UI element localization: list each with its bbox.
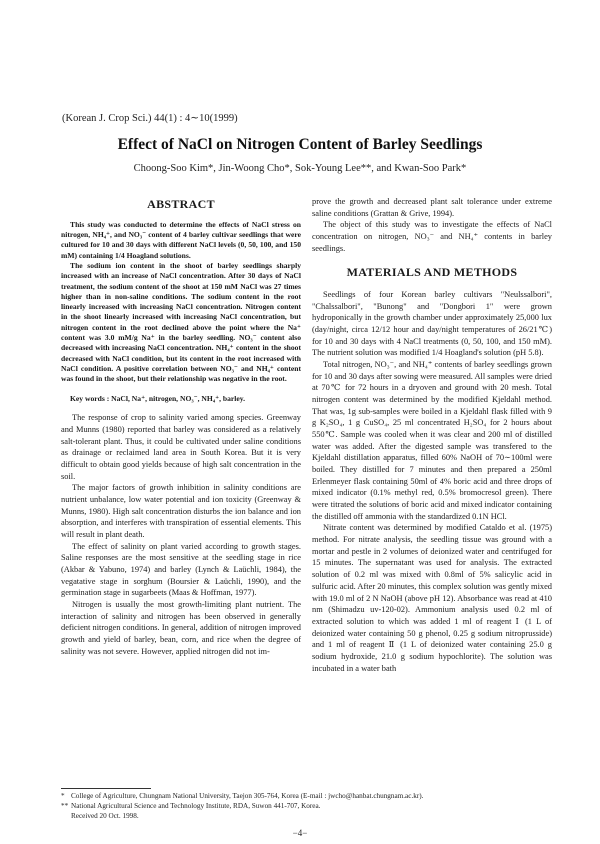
body-paragraph: Seedlings of four Korean barley cultivars "Neulssalbori", "Chalssalbori", "Bunong" and "Dongbori 1" were grown hydroponically in the growth chamber under approximately 25,000 lux (day/night, circa 12/12 hour and day/night temperatures of 26/21℃) for 10 and 30 days with 4 NaCl treatments (0, 50, 100, and 150 mM). The nutrient solution was modified 1/4 Hoagland's solution (pH 5.8).: [312, 290, 552, 358]
abstract-heading: ABSTRACT: [147, 197, 215, 211]
received-date: Received 20 Oct. 1998.: [71, 812, 139, 821]
body-paragraph: prove the growth and decreased plant salt tolerance under extreme saline conditions (Grattan & Grive, 1994).: [312, 197, 552, 218]
abstract-section: [61, 196, 301, 404]
footnote-affiliation-1: * College of Agriculture, Chungnam National University, Taejon 305-764, Korea (E-mail : jwcho@hanbat.chungnam.ac.kr).: [61, 792, 424, 800]
left-column: [61, 196, 301, 657]
body-paragraph: The major factors of growth inhibition in salinity conditions are nutrient unbalance, low water potential and ion toxicity (Greenway & Munns, 1980). High salt concentration disturbs the ion balance and ion absorption, and interferes with transpiration of essential elements. This will result in plant death.: [61, 483, 301, 539]
page-number: −4−: [292, 828, 308, 838]
body-paragraph: Nitrate content was determined by modified Cataldo et al. (1975) method. For nitrate analysis, the seedling tissue was ground with a mortar and pestle in 2 volumes of deionized water and centrifuged for 15 minutes. The supernatant was used for analysis. The extracted solution of 0.2 ml was mixed with 0.8ml of 5% salicylic acid in sulfuric acid. After 20 minutes, this complex solution was gently mixed with 19.0 ml of 2 N NaOH (above pH 12). Absorbance was read at 410 nm (Shimadzu uv-120-02). Ammonium analysis used 0.2 ml of extracted solution to which was added 1 ml of reagent Ⅰ (1 L of deionized water containing 50 g phenol, 0.25 g sodium nitroprusside) and 1 ml of reagent Ⅱ (1 L of deionized water containing 25.0 g sodium hydroxide, 21.0 g sodium hypochlorite). The solution was incubated in a water bath: [312, 523, 552, 673]
body-paragraph: The response of crop to salinity varied among species. Greenway and Munns (1980) reported that barley was considered as a relatively salt-tolerant plant. Thus, it could be cultivated under saline conditions as drainage or reclaimed land area in South Korea. But it is very difficult to obtain good yields because of high salt concentration in the soil.: [61, 413, 301, 481]
methods-heading: MATERIALS AND METHODS: [346, 265, 518, 280]
footnote-affiliation-2: ** National Agricultural Science and Technology Institute, RDA, Suwon 441-707, Korea.: [61, 802, 321, 811]
author-list: Choong-Soo Kim*, Jin-Woong Cho*, Sok-Young Lee**, and Kwan-Soo Park*: [133, 163, 467, 174]
footnote-divider: [61, 788, 151, 789]
journal-reference: (Korean J. Crop Sci.) 44(1) : 4∼10(1999): [62, 113, 238, 124]
introduction-text: [61, 412, 301, 657]
introduction-continued: [312, 196, 552, 254]
abstract-paragraph: The sodium ion content in the shoot of barley seedlings sharply increased with an increase of NaCl concentration. After 30 days of NaCl treatment, the sodium content of the shoot at 150 mM NaCl was 27 times higher than in non-saline conditions. The sodium content in the root linearly increased with increasing NaCl concentration. Nitrogen content in the shoot linearly increased with increasing NaCl concentration, but nitrogen content in the root declined above the point where the Na⁺ content was 3.0 mM/g Na⁺ in the barley seedling. NO₃⁻ content also decreased with increasing NaCl concentration. NH₄⁺ content in the shoot decreased with NaCl condition, but its content in the root increased with NaCl condition. A positive correlation between NO₃⁻ and NH₄⁺ content was found in the shoot, but their relationship was negative in the root.: [61, 260, 301, 384]
body-paragraph: The object of this study was to investigate the effects of NaCl concentration on nitrogen, NO₃⁻ and NH₄⁺ contents in barley seedlings.: [312, 220, 552, 253]
body-paragraph: The effect of salinity on plant varied according to growth stages. Saline responses are the most sensitive at the seedling stage in rice (Akbar & Yabuno, 1974) and barley (Lynch & Laüchli, 1984), the vegatative stage in sorghum (Boursier & Laüchli, 1990), and the germination stage in sugarbeets (Maas & Hoffman, 1977).: [61, 541, 301, 598]
abstract-paragraph: This study was conducted to determine the effects of NaCl stress on nitrogen, NH₄⁺, and NO₃⁻ content of 4 barley cultivar seedlings that were cultured for 10 and 30 days with different NaCl levels (0, 50, 100, and 150 mM) containing 1/4 Hoagland solutions.: [61, 219, 301, 260]
right-column: [312, 196, 552, 674]
footnotes: [61, 791, 541, 822]
body-paragraph: Nitrogen is usually the most growth-limiting plant nutrient. The interaction of salinity and nitrogen has been observed in generally deficient nitrogen conditions. In general, addition of nitrogen improved growth and yield of barley, bean, corn, and rice when the degree of salinity was not severe. However, applied nitrogen did not im-: [61, 599, 301, 656]
body-paragraph: Total nitrogen, NO₃⁻, and NH₄⁺ contents of barley seedlings grown for 10 and 30 days after sowing were measured. All samples were dried at 70℃ for 72 hours in a dryoven and ground with 20 mesh. Total nitrogen content was determined by the modified Kjeldahl method. That was, 1g sub-samples were boiled in a Kjeldahl flask filled with 9 g K₂SO₄, 1 g CuSO₄, 25 ml concentrated H₂SO₄ for 2 hours about 550℃. Sample was cooled when it was clear and 200 ml of distilled water was added. After the digested sample was transfered to the Kjeldahl distillation apparatus, filled 60% NaOH of 70∼100ml were boiled. They distilled for 7 minutes and then prepared a 250ml Erlenmeyer flask containing 50ml of 4% boric acid and three drops of mixed indicator (0.1% methyl red, 0.5% bromocresol green). There were titrated the solutions of boric acid and mixed indicator containing the distilled off ammonia with the standardized 0.1N HCl.: [312, 360, 552, 521]
methods-text: [312, 289, 552, 674]
keywords: Key words : NaCl, Na⁺, nitrogen, NO₃⁻, NH₄⁺, barley.: [70, 393, 246, 403]
paper-title: Effect of NaCl on Nitrogen Content of Barley Seedlings: [117, 136, 483, 153]
